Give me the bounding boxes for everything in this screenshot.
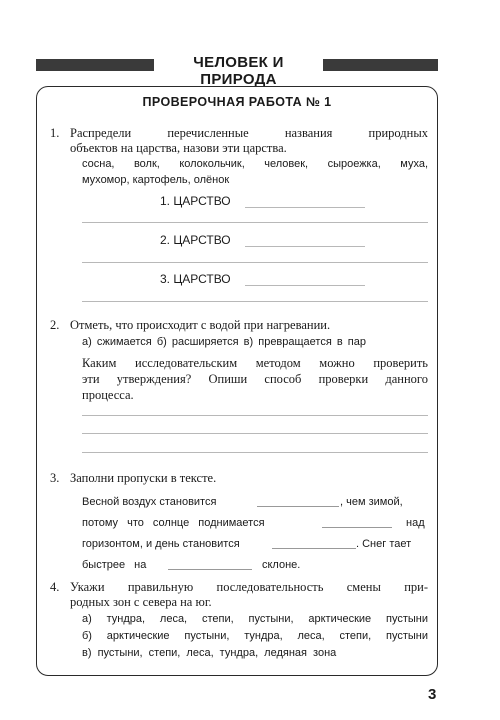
task-4-option-a: а) тундра, леса, степи, пустыни, арктические пустыни — [82, 613, 428, 625]
kingdom-1-list-line[interactable] — [82, 222, 428, 223]
task-3-number: 3. — [50, 471, 60, 485]
task-1-words-line-1: сосна, волк, колокольчик, человек, сыроежка, муха, — [82, 158, 428, 170]
kingdom-2-answer-line[interactable] — [245, 246, 365, 247]
task-2-options: а) сжимается б) расширяется в) превращается в пар — [82, 336, 366, 348]
task-4-option-b: б) арктические пустыни, тундра, леса, степи, пустыни — [82, 630, 428, 642]
task-3-blank-1[interactable] — [257, 506, 339, 507]
kingdom-3-label: 3. ЦАРСТВО — [160, 272, 231, 286]
task-3-line-2-end: над — [406, 517, 425, 529]
task-2-question-line-1: Каким исследовательским методом можно проверить — [82, 356, 428, 370]
kingdom-1-answer-line[interactable] — [245, 207, 365, 208]
kingdom-2-list-line[interactable] — [82, 262, 428, 263]
task-3-line-1-start: Весной воздух становится — [82, 496, 217, 508]
task-3-line-3-start: горизонтом, и день становится — [82, 538, 240, 550]
task-2-text: Отметь, что происходит с водой при нагревании. — [70, 318, 331, 332]
task-2-answer-line-2[interactable] — [82, 433, 428, 434]
task-1-number: 1. — [50, 126, 60, 140]
task-4-option-c: в) пустыни, степи, леса, тундра, ледяная зона — [82, 647, 337, 659]
work-title: ПРОВЕРОЧНАЯ РАБОТА № 1 — [142, 95, 332, 109]
task-3-blank-3[interactable] — [272, 548, 356, 549]
task-2-answer-line-1[interactable] — [82, 415, 428, 416]
task-1-words-line-2: мухомор, картофель, олёнок — [82, 174, 230, 186]
kingdom-3-list-line[interactable] — [82, 301, 428, 302]
task-1-text-line-1: Распредели перечисленные названия природных — [70, 126, 428, 140]
task-4-text-line-1: Укажи правильную последовательность смены при- — [70, 580, 428, 594]
task-3-blank-2[interactable] — [322, 527, 392, 528]
kingdom-1-label: 1. ЦАРСТВО — [160, 194, 231, 208]
task-4-text-line-2: родных зон с севера на юг. — [70, 595, 212, 609]
task-2-answer-line-3[interactable] — [82, 452, 428, 453]
task-3-line-4-start: быстрее на — [82, 559, 147, 571]
task-4-number: 4. — [50, 580, 60, 594]
header-bar-right — [323, 59, 438, 71]
header-bar-left — [36, 59, 154, 71]
task-2-question-line-3: процесса. — [82, 388, 134, 402]
task-3-title: Заполни пропуски в тексте. — [70, 471, 217, 485]
task-2-question-line-2: эти утверждения? Опиши способ проверки данного — [82, 372, 428, 386]
task-3-blank-4[interactable] — [168, 569, 252, 570]
kingdom-2-label: 2. ЦАРСТВО — [160, 233, 231, 247]
task-3-line-2-start: потому что солнце поднимается — [82, 517, 265, 529]
kingdom-3-answer-line[interactable] — [245, 285, 365, 286]
task-1-text-line-2: объектов на царства, назови эти царства. — [70, 141, 287, 155]
task-2-number: 2. — [50, 318, 60, 332]
task-3-line-1-end: , чем зимой, — [340, 496, 403, 508]
task-3-line-3-end: . Снег тает — [356, 538, 412, 550]
section-title: ЧЕЛОВЕК И ПРИРОДА — [193, 54, 284, 88]
page-number: 3 — [428, 686, 437, 703]
task-3-line-4-end: склоне. — [262, 559, 301, 571]
